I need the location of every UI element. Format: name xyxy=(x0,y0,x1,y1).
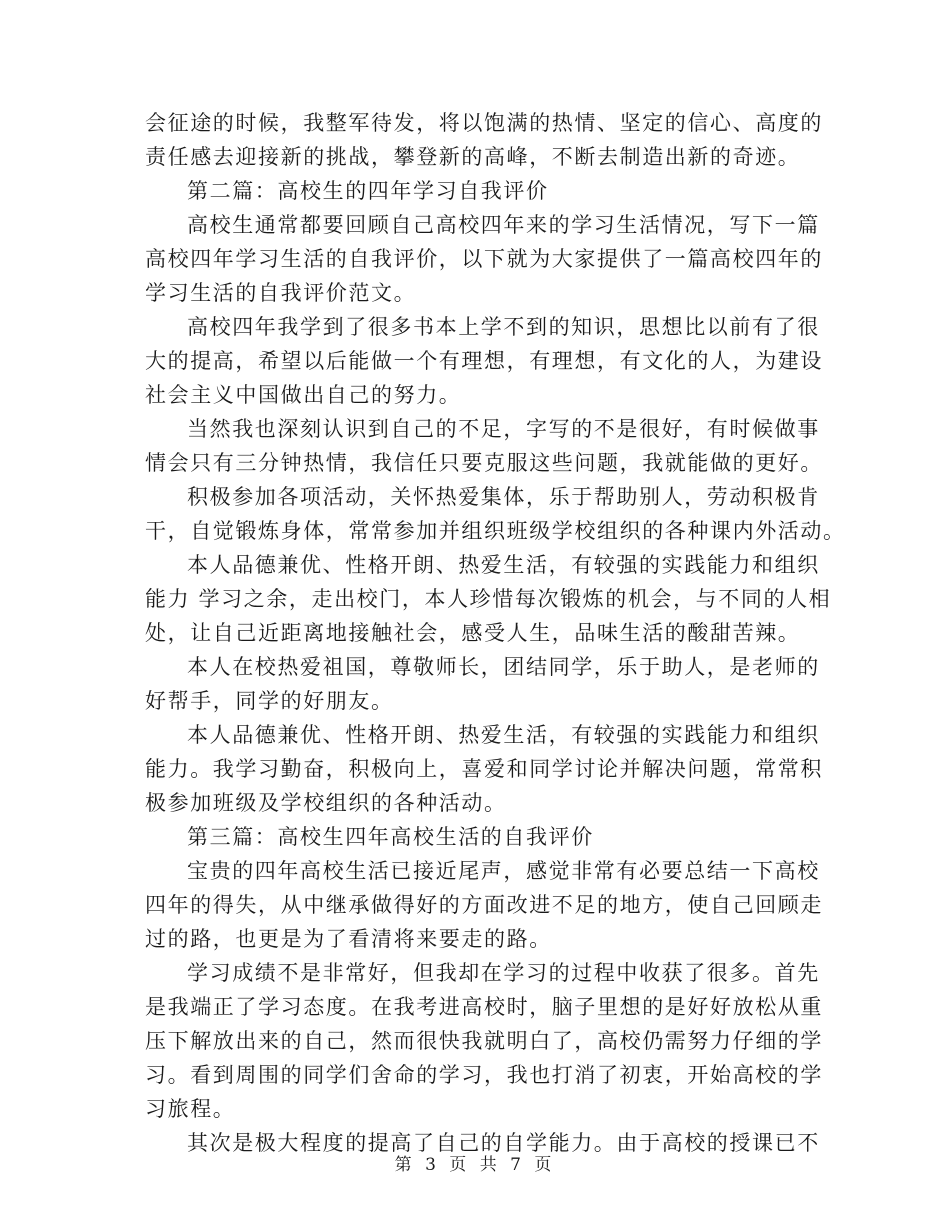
text-line: 社会主义中国做出自己的努力。 xyxy=(145,383,462,407)
text-line: 好帮手，同学的好朋友。 xyxy=(145,689,394,713)
text-line: 宝贵的四年高校生活已接近尾声，感觉非常有必要总结一下高校 xyxy=(187,859,820,883)
text-line: 责任感去迎接新的挑战，攀登新的高峰，不断去制造出新的奇迹。 xyxy=(145,145,801,169)
text-line: 学习成绩不是非常好，但我却在学习的过程中收获了很多。首先 xyxy=(187,961,820,985)
text-line: 过的路，也更是为了看清将来要走的路。 xyxy=(145,927,552,951)
document-text xyxy=(145,106,846,1160)
text-line: 大的提高，希望以后能做一个有理想，有理想，有文化的人，为建设 xyxy=(145,349,823,373)
document-body xyxy=(145,106,846,1160)
text-line: 第二篇：高校生的四年学习自我评价 xyxy=(187,179,549,203)
text-line: 高校四年学习生活的自我评价，以下就为大家提供了一篇高校四年的 xyxy=(145,247,823,271)
text-line: 本人品德兼优、性格开朗、热爱生活，有较强的实践能力和组织 xyxy=(187,723,820,747)
text-line: 第三篇：高校生四年高校生活的自我评价 xyxy=(187,825,594,849)
text-line: 高校四年我学到了很多书本上学不到的知识，思想比以前有了很 xyxy=(187,315,820,339)
text-line: 当然我也深刻认识到自己的不足，字写的不是很好，有时候做事 xyxy=(187,417,820,441)
text-line: 压下解放出来的自己，然而很快我就明白了，高校仍需努力仔细的学 xyxy=(145,1029,823,1053)
text-line: 极参加班级及学校组织的各种活动。 xyxy=(145,791,507,815)
text-line: 能力 学习之余，走出校门，本人珍惜每次锻炼的机会，与不同的人相 xyxy=(145,587,832,611)
text-line: 会征途的时候，我整军待发，将以饱满的热情、坚定的信心、高度的 xyxy=(145,111,823,135)
text-line: 习。看到周围的同学们舍命的学习，我也打消了初衷，开始高校的学 xyxy=(145,1063,823,1087)
text-line: 本人品德兼优、性格开朗、热爱生活，有较强的实践能力和组织 xyxy=(187,553,820,577)
text-line: 习旅程。 xyxy=(145,1097,236,1121)
text-line: 能力。我学习勤奋，积极向上，喜爱和同学讨论并解决问题，常常积 xyxy=(145,757,823,781)
text-line: 学习生活的自我评价范文。 xyxy=(145,281,417,305)
text-line: 情会只有三分钟热情，我信任只要克服这些问题，我就能做的更好。 xyxy=(145,451,823,475)
text-line: 是我端正了学习态度。在我考进高校时，脑子里想的是好好放松从重 xyxy=(145,995,823,1019)
text-line: 本人在校热爱祖国，尊敬师长，团结同学，乐于助人，是老师的 xyxy=(187,655,820,679)
text-line: 积极参加各项活动，关怀热爱集体，乐于帮助别人，劳动积极肯 xyxy=(187,485,820,509)
text-line: 四年的得失，从中继承做得好的方面改进不足的地方，使自己回顾走 xyxy=(145,893,823,917)
text-line: 处，让自己近距离地接触社会，感受人生，品味生活的酸甜苦辣。 xyxy=(145,621,801,645)
text-line: 干，自觉锻炼身体，常常参加并组织班级学校组织的各种课内外活动。 xyxy=(145,519,846,543)
page-number: 第 3 页 共 7 页 xyxy=(394,1155,556,1175)
text-line: 其次是极大程度的提高了自己的自学能力。由于高校的授课已不 xyxy=(187,1131,820,1155)
text-line: 高校生通常都要回顾自己高校四年来的学习生活情况，写下一篇 xyxy=(187,213,820,237)
